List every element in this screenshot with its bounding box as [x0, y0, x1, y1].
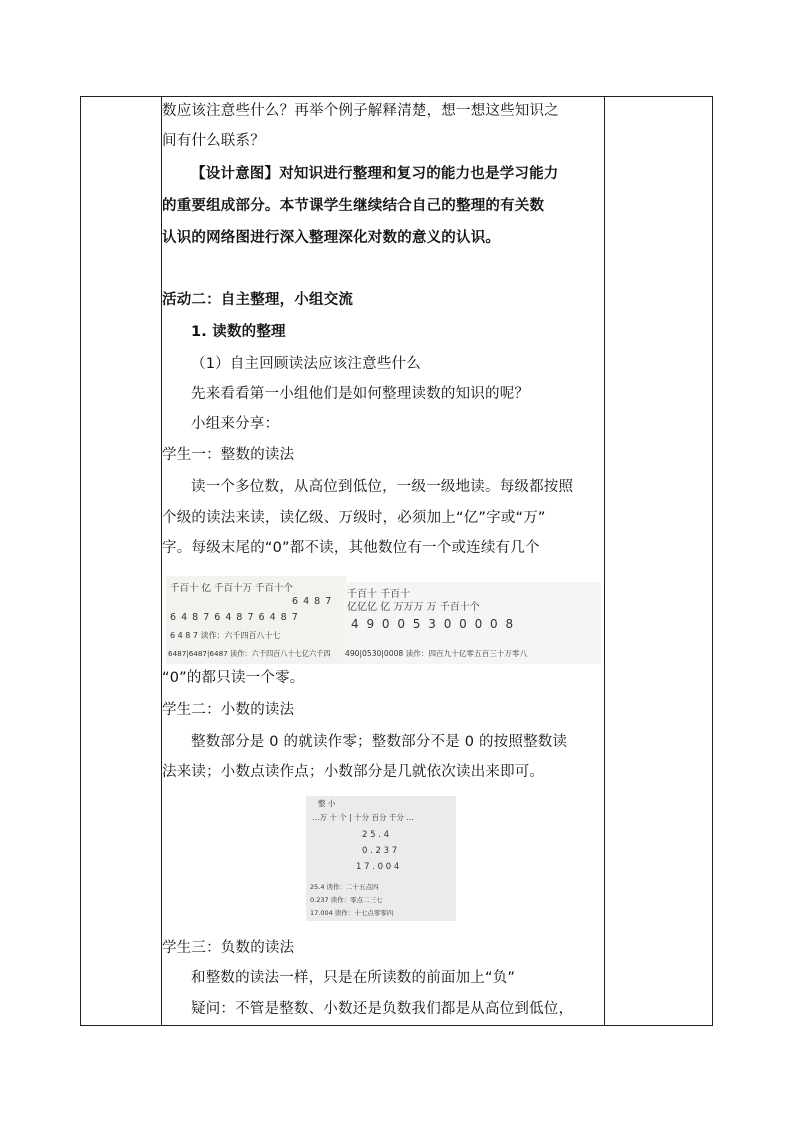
student-text: 疑问：不管是整数、小数还是负数我们都是从高位到低位，: [191, 1001, 574, 1017]
figure-text: 0 . 2 3 7: [362, 846, 398, 856]
section-heading: 1. 读数的整理: [191, 324, 286, 340]
figure-text: 千百十 千百十: [347, 589, 411, 600]
figure-text: 17.004 读作：十七点零零四: [310, 909, 394, 917]
figure-text: …万 十 个 | 十分 百分 千分 …: [312, 813, 414, 822]
student-title: 学生三：负数的读法: [162, 940, 295, 956]
design-intent-line: 的重要组成部分。本节课学生继续结合自己的整理的有关数: [162, 198, 545, 214]
figure-text: 490|0530|0008 读作：四百九十亿零五百三十万零八: [345, 649, 528, 658]
question-line: 先来看看第一小组他们是如何整理读数的知识的呢？: [191, 386, 530, 402]
student-text: “0”的都只读一个零。: [162, 670, 305, 686]
figure-text: 2 5 . 4: [362, 830, 390, 840]
student-text: 读一个多位数，从高位到低位，一级一级地读。每级都按照: [191, 479, 574, 495]
figure-text: 6 4 8 7: [292, 596, 333, 607]
figure-text: 亿亿亿 亿 万万万 万 千百十个: [347, 602, 480, 613]
design-intent-line: 认识的网络图进行深入整理深化对数的意义的认识。: [162, 230, 501, 246]
figure-text: 1 7 . 0 0 4: [356, 862, 400, 872]
figure-text: 千百十 亿 千百十万 千百十个: [170, 583, 294, 594]
figure-text: 6 4 8 7 读作：六千四百八十七: [170, 631, 281, 640]
integer-reading-figure-left: [166, 576, 346, 664]
figure-text: 6487|6487|6487 读作：六千四百八十七亿六千四: [168, 649, 331, 658]
activity-heading: 活动二：自主整理，小组交流: [162, 292, 354, 308]
student-title: 学生一：整数的读法: [162, 447, 295, 463]
figure-text: 25.4 读作：二十五点四: [310, 883, 379, 891]
figure-text: 4 9 0 0 5 3 0 0 0 0 8: [351, 617, 516, 631]
student-text: 法来读；小数点读作点；小数部分是几就依次读出来即可。: [162, 764, 545, 780]
student-text: 个级的读法来读，读亿级、万级时，必须加上“亿”字或“万”: [162, 510, 546, 526]
design-intent-line: 【设计意图】对知识进行整理和复习的能力也是学习能力: [191, 166, 559, 182]
paragraph-line: 数应该注意些什么？再举个例子解释清楚，想一想这些知识之: [162, 103, 559, 119]
figure-text: 0.237 读作：零点二三七: [310, 896, 383, 904]
table-column-divider-right: [604, 96, 605, 1026]
student-text: 整数部分是 0 的就读作零；整数部分不是 0 的按照整数读: [191, 734, 568, 750]
integer-reading-figure-right: [343, 582, 601, 664]
paragraph-line: 间有什么联系？: [162, 133, 265, 149]
student-text: 和整数的读法一样，只是在所读数的前面加上“负”: [191, 970, 516, 986]
figure-text: 整 小: [318, 799, 336, 808]
figure-text: 6 4 8 7 6 4 8 7 6 4 8 7: [170, 612, 299, 623]
share-line: 小组来分享：: [191, 416, 280, 432]
student-title: 学生二：小数的读法: [162, 702, 295, 718]
subsection-heading: （1）自主回顾读法应该注意些什么: [191, 356, 421, 372]
student-text: 字。每级末尾的“0”都不读，其他数位有一个或连续有几个: [162, 540, 540, 556]
decimal-reading-figure: [306, 796, 456, 921]
